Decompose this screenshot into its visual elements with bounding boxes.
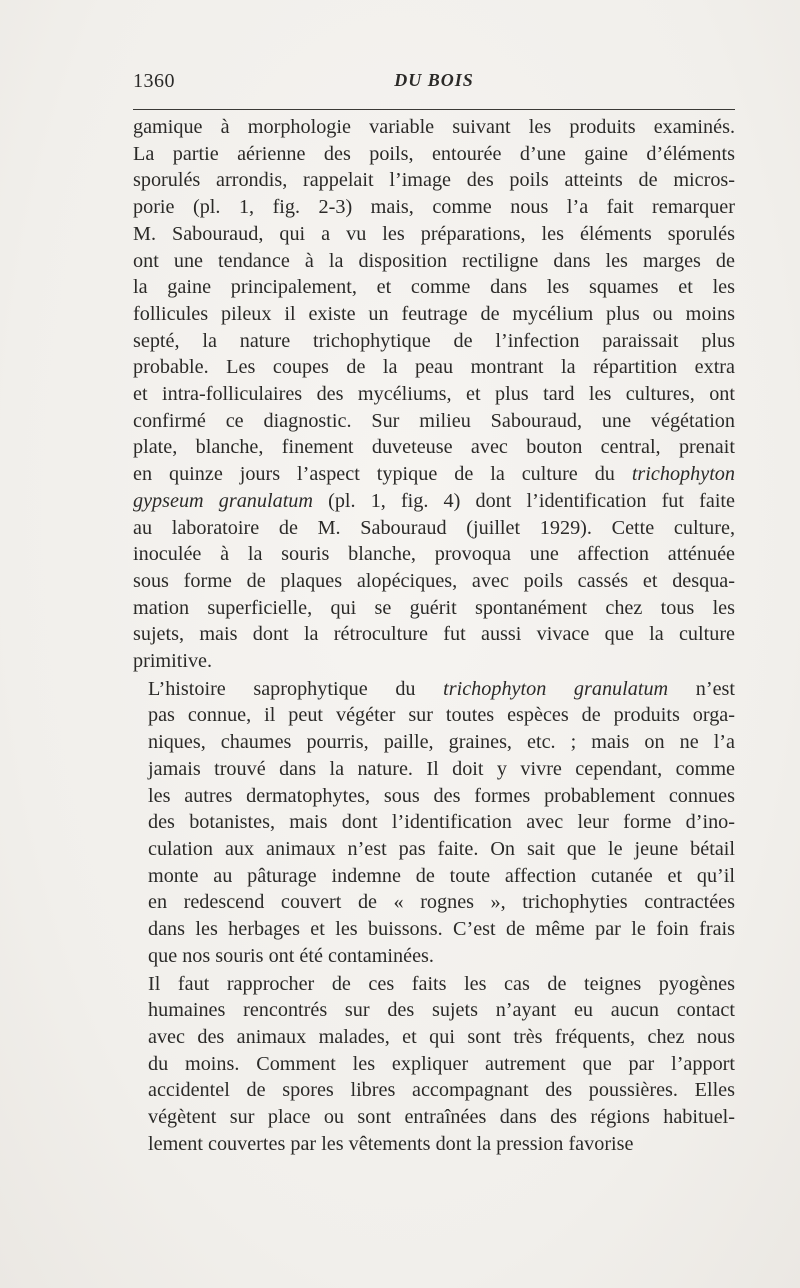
text-line (133, 863, 735, 890)
text-line (133, 836, 735, 863)
page-number: 1360 (133, 70, 175, 92)
paragraph-1 (133, 114, 735, 675)
text-line (133, 783, 735, 810)
text-line (133, 541, 735, 568)
text-segment: culation aux animaux n’est pas faite. On sait que le jeune bétail (148, 837, 735, 860)
text-line (133, 809, 735, 836)
text-segment: que nos souris ont été contaminées. (148, 944, 434, 967)
text-segment: (pl. 1, fig. 4) dont l’identification fut faite (312, 489, 735, 512)
page-header (133, 70, 735, 100)
text-line (133, 1104, 735, 1131)
text-line (133, 916, 735, 943)
text-line (133, 889, 735, 916)
italic-text: trichophyton (631, 463, 735, 486)
text-line (133, 274, 735, 301)
italic-text: trichophyton granulatum (443, 677, 669, 700)
text-segment: primitive. (133, 650, 213, 673)
text-segment: porie (pl. 1, fig. 2-3) mais, comme nous l’a fait remarquer (133, 196, 735, 219)
text-line (133, 676, 735, 703)
running-head: DU BOIS (394, 70, 474, 90)
text-line (133, 1077, 735, 1104)
header-rule (133, 109, 735, 110)
text-line (133, 328, 735, 355)
text-segment: gamique à morphologie variable suivant les produits examinés. (133, 116, 735, 138)
text-segment: septé, la nature trichophytique de l’infection paraissait plus (133, 329, 735, 352)
text-segment: mation superficielle, qui se guérit spontanément chez tous les (133, 596, 735, 619)
italic-text: gypseum granulatum (133, 489, 313, 512)
text-line (133, 114, 735, 141)
text-segment: végètent sur place ou sont entraînées dans des régions habituel- (148, 1106, 735, 1129)
text-segment: M. Sabouraud, qui a vu les préparations, les éléments sporulés (133, 222, 735, 245)
text-line (133, 997, 735, 1024)
text-segment: L’histoire saprophytique du (148, 677, 444, 700)
text-segment: La partie aérienne des poils, entourée d’une gaine d’éléments (133, 142, 735, 165)
text-segment: inoculée à la souris blanche, provoqua une affection atténuée (133, 543, 735, 566)
text-line (133, 221, 735, 248)
text-segment: niques, chaumes pourris, paille, graines, etc. ; mais on ne l’a (148, 731, 735, 754)
text-line (133, 461, 735, 488)
text-line (133, 515, 735, 542)
text-line (133, 301, 735, 328)
paragraph-3 (133, 971, 735, 1158)
text-line (133, 943, 735, 970)
text-segment: confirmé ce diagnostic. Sur milieu Sabouraud, une végétation (133, 409, 735, 432)
text-segment: en quinze jours l’aspect typique de la culture du (133, 463, 632, 486)
text-line (133, 488, 735, 515)
text-segment: en redescend couvert de « rognes », trichophyties contractées (148, 891, 735, 914)
text-line (133, 408, 735, 435)
text-segment: n’est (668, 677, 735, 700)
text-segment: lement couvertes par les vêtements dont la pression favorise (148, 1132, 634, 1155)
text-segment: Il faut rapprocher de ces faits les cas de teignes pyogènes (148, 972, 735, 995)
text-segment: et intra-folliculaires des mycéliums, et plus tard les cultures, ont (133, 383, 735, 406)
text-line (133, 167, 735, 194)
text-line (133, 621, 735, 648)
paragraph-2 (133, 676, 735, 970)
text-line (133, 568, 735, 595)
text-line (133, 381, 735, 408)
text-line (133, 354, 735, 381)
text-line (133, 1051, 735, 1078)
text-line (133, 194, 735, 221)
text-line (133, 141, 735, 168)
text-segment: plate, blanche, finement duveteuse avec bouton central, prenait (133, 436, 735, 459)
body-text (133, 114, 735, 1157)
text-line (133, 595, 735, 622)
text-segment: follicules pileux il existe un feutrage de mycélium plus ou moins (133, 302, 735, 325)
text-line (133, 702, 735, 729)
text-line (133, 1024, 735, 1051)
text-segment: accidentel de spores libres accompagnant des poussières. Elles (148, 1079, 735, 1102)
text-line (133, 729, 735, 756)
text-line (133, 434, 735, 461)
text-segment: probable. Les coupes de la peau montrant la répartition extra (133, 356, 735, 379)
text-segment: humaines rencontrés sur des sujets n’ayant eu aucun contact (148, 999, 735, 1022)
text-segment: des botanistes, mais dont l’identification avec leur forme d’ino- (148, 811, 735, 834)
text-segment: monte au pâturage indemne de toute affection cutanée et qu’il (148, 864, 735, 887)
text-segment: sujets, mais dont la rétroculture fut aussi vivace que la culture (133, 623, 735, 646)
text-segment: pas connue, il peut végéter sur toutes espèces de produits orga- (148, 704, 735, 727)
text-line (133, 248, 735, 275)
text-segment: sous forme de plaques alopéciques, avec poils cassés et desqua- (133, 569, 735, 592)
text-segment: ont une tendance à la disposition rectiligne dans les marges de (133, 249, 735, 272)
text-segment: au laboratoire de M. Sabouraud (juillet 1929). Cette culture, (133, 516, 735, 539)
text-segment: jamais trouvé dans la nature. Il doit y vivre cependant, comme (148, 757, 735, 780)
text-line (133, 648, 735, 675)
text-segment: du moins. Comment les expliquer autrement que par l’apport (148, 1052, 735, 1075)
text-segment: la gaine principalement, et comme dans les squames et les (133, 276, 735, 299)
text-line (133, 1131, 735, 1158)
text-line (133, 971, 735, 998)
text-segment: dans les herbages et les buissons. C’est de même par le foin frais (148, 918, 735, 941)
text-segment: avec des animaux malades, et qui sont très fréquents, chez nous (148, 1025, 735, 1048)
text-segment: sporulés arrondis, rappelait l’image des poils atteints de micros- (133, 169, 735, 192)
text-segment: les autres dermatophytes, sous des formes probablement connues (148, 784, 735, 807)
text-line (133, 756, 735, 783)
